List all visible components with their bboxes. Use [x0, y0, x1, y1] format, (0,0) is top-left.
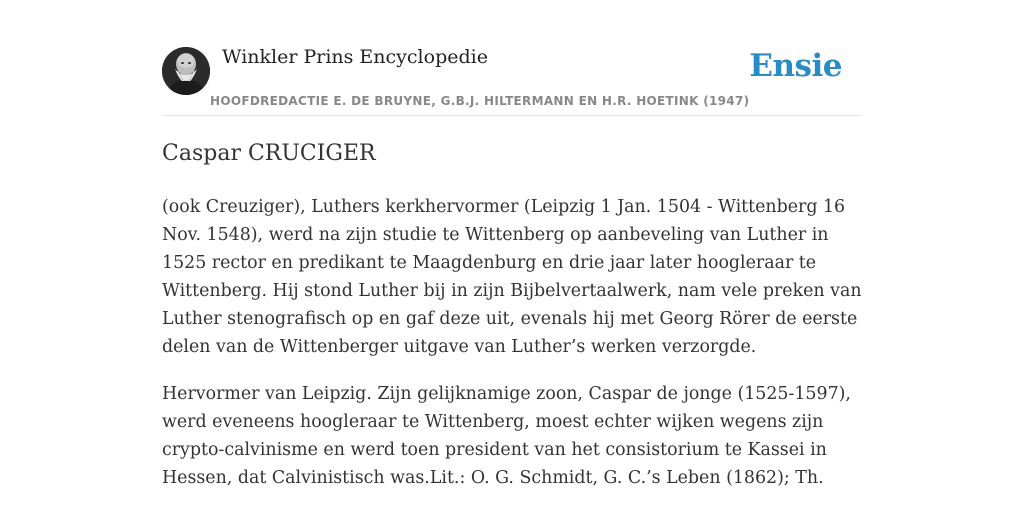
article-title: Caspar CRUCIGER [162, 141, 376, 166]
article-paragraph: (ook Creuziger), Luthers kerkhervormer (Leipzig 1 Jan. 1504 - Wittenberg 16 Nov. 1548), werd na zijn studie te Wittenberg op aanbeveling van Luther in 1525 rector en predikant te Maagdenburg en drie jaar later hoogleraar te Wittenberg. Hij stond Luther bij in zijn Bijbelvertaalwerk, nam vele preken van Luther stenografisch op en gaf deze uit, evenals hij met Georg Rörer de eerste delen van de Wittenberger uitgave van Luther’s werken verzorgde. [162, 197, 862, 357]
article-body [162, 193, 866, 511]
source-title[interactable]: Winkler Prins Encyclopedie [222, 46, 488, 68]
source-subtitle: HOOFDREDACTIE E. DE BRUYNE, G.B.J. HILTERMANN EN H.R. HOETINK (1947) [210, 94, 750, 108]
bearded-man-portrait-icon [162, 47, 210, 95]
ensie-logo[interactable]: Ensie [749, 48, 842, 84]
article-paragraph: Hervormer van Leipzig. Zijn gelijknamige zoon, Caspar de jonge (1525-1597), werd eveneens hoogleraar te Wittenberg, moest echter wijken wegens zijn crypto-calvinisme en werd toen president van het consistorium te Kassei in Hessen, dat Calvinistisch was.Lit.: O. G. Schmidt, G. C.’s Leben (1862); Th. [162, 384, 851, 488]
source-header [162, 44, 862, 116]
avatar[interactable] [162, 47, 210, 95]
